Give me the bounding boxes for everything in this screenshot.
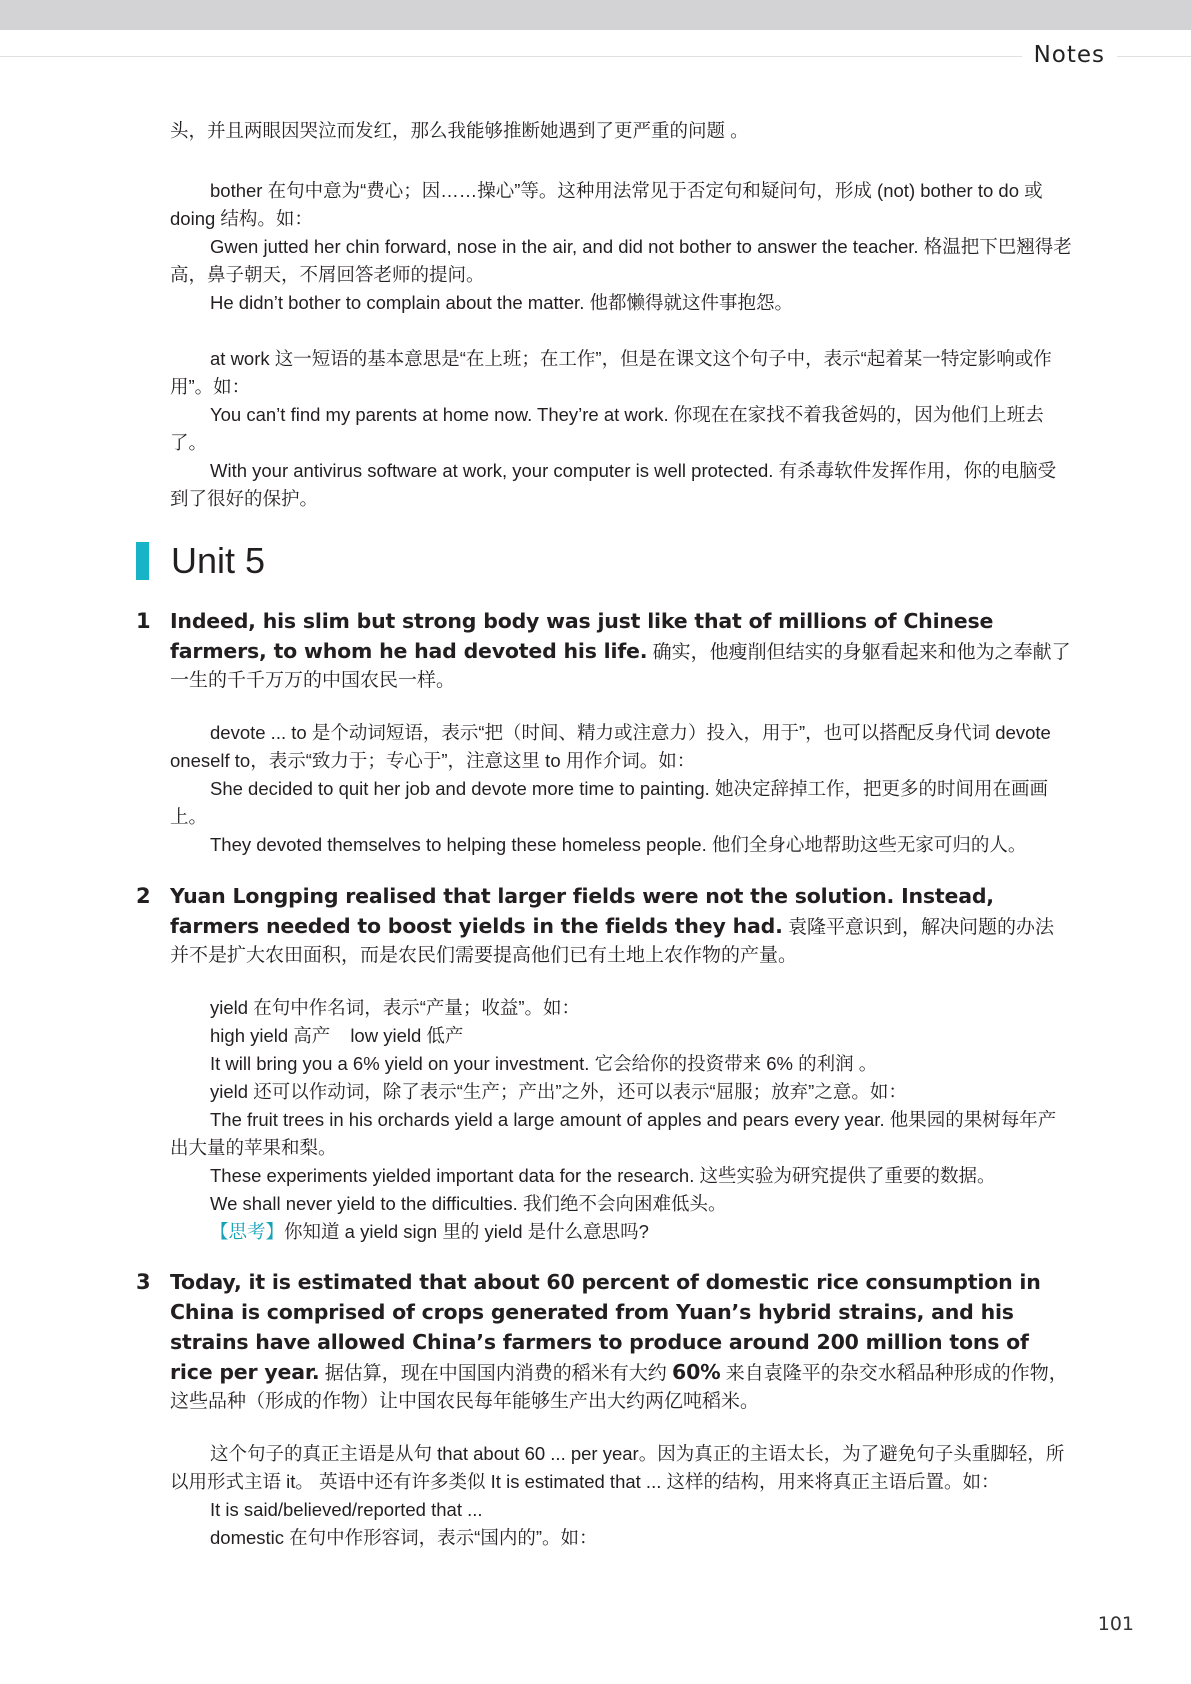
item-number: 2	[136, 884, 151, 908]
item-example-3: These experiments yielded important data for the research. 这些实验为研究提供了重要的数据。	[210, 1165, 996, 1186]
item-example-4: We shall never yield to the difficulties. 我们绝不会向困难低头。	[210, 1193, 727, 1214]
item-number: 3	[136, 1270, 151, 1294]
top-bar	[0, 0, 1191, 30]
note-item-3	[136, 1268, 1072, 1552]
note-item-2	[136, 882, 1072, 1246]
item-explain: devote ... to 是个动词短语，表示“把（时间、精力或注意力）投入，用于”，也可以搭配反身代词 devote oneself to，表示“致力于；专心于”，注意这里 to 用作介词。如：	[170, 722, 1051, 771]
intro-cont-line: 头，并且两眼因哭泣而发红，那么我能够推断她遇到了更严重的问题 。	[170, 120, 749, 141]
phrase-high-yield: high yield 高产	[210, 1025, 331, 1046]
at-work-example-1: You can’t find my parents at home now. They’re at work. 你现在在家找不着我爸妈的，因为他们上班去了。	[170, 404, 1044, 453]
item-explain-2: yield 还可以作动词，除了表示“生产；产出”之外，还可以表示“屈服；放弃”之意。如：	[210, 1081, 907, 1102]
think-text: 你知道 a yield sign 里的 yield 是什么意思吗?	[284, 1221, 649, 1242]
at-work-explain: at work 这一短语的基本意思是“在上班；在工作”，但是在课文这个句子中，表示“起着某一特定影响或作用”。如：	[170, 348, 1052, 397]
headline-english: Today, it is estimated that about 60 percent of domestic rice consumption in China is comprised of crops generated from Yuan’s hybrid strains, and his strains have allowed China’s farmers to produce around 200 million tons of rice per year.	[170, 1270, 1041, 1384]
unit-heading	[136, 541, 265, 581]
note-at-work	[170, 345, 1072, 513]
headline-chinese: 确实，他瘦削但结实的身躯看起来和他为之奉献了一生的千千万万的中国农民一样。	[170, 642, 1071, 691]
item-example-1: It will bring you a 6% yield on your investment. 它会给你的投资带来 6% 的利润 。	[210, 1053, 878, 1074]
item-explain: yield 在句中作名词，表示“产量；收益”。如：	[210, 997, 581, 1018]
header-title: Notes	[1022, 42, 1117, 68]
phrase-low-yield: low yield 低产	[350, 1025, 464, 1046]
think-tag: 【思考】	[210, 1221, 285, 1242]
intro-continuation	[170, 117, 1072, 145]
headline-percent: 60%	[672, 1360, 721, 1384]
at-work-example-2: With your antivirus software at work, your computer is well protected. 有杀毒软件发挥作用，你的电脑受到了很好的保护。	[170, 460, 1057, 509]
item-headline	[170, 882, 1072, 970]
unit-title: Unit 5	[171, 540, 266, 581]
headline-english: Indeed, his slim but strong body was just like that of millions of Chinese farmers, to whom he had devoted his life.	[170, 609, 994, 663]
headline-chinese: 袁隆平意识到，解决问题的办法并不是扩大农田面积，而是农民们需要提高他们已有土地上农作物的产量。	[170, 917, 1054, 966]
think-question	[170, 1218, 1072, 1246]
item-explain-2: domestic 在句中作形容词，表示“国内的”。如：	[210, 1527, 598, 1548]
headline-english: Yuan Longping realised that larger fields were not the solution. Instead, farmers needed to boost yields in the fields they had.	[170, 884, 994, 938]
headline-chinese-rest: 来自袁隆平的杂交水稻品种形成的作物，这些品种（形成的作物）让中国农民每年能够生产出大约两亿吨稻米。	[170, 1363, 1068, 1412]
headline-chinese: 据估算，现在中国国内消费的稻米有大约	[319, 1363, 672, 1384]
bother-example-2: He didn’t bother to complain about the matter. 他都懒得就这件事抱怨。	[210, 292, 793, 313]
unit-accent-bar	[136, 542, 149, 580]
item-headline	[170, 607, 1072, 695]
bother-explain: bother 在句中意为“费心；因……操心”等。这种用法常见于否定句和疑问句，形成 (not) bother to do 或 doing 结构。如：	[170, 180, 1043, 229]
item-example-1: She decided to quit her job and devote more time to painting. 她决定辞掉工作，把更多的时间用在画画上。	[170, 778, 1048, 827]
note-item-1	[136, 607, 1072, 859]
item-example-1: It is said/believed/reported that ...	[210, 1499, 483, 1520]
header-rule	[0, 56, 1191, 57]
yield-phrases	[170, 1022, 1072, 1050]
page-number: 101	[1097, 1613, 1134, 1635]
item-example-2: The fruit trees in his orchards yield a large amount of apples and pears every year. 他果园的果树每年产出大量的苹果和梨。	[170, 1109, 1057, 1158]
item-example-2: They devoted themselves to helping these homeless people. 他们全身心地帮助这些无家可归的人。	[210, 834, 1027, 855]
item-explain: 这个句子的真正主语是从句 that about 60 ... per year。因为真正的主语太长，为了避免句子头重脚轻，所以用形式主语 it。 英语中还有许多类似 It is estimated that ... 这样的结构，用来将真正主语后置。如：	[170, 1443, 1065, 1492]
bother-example-1: Gwen jutted her chin forward, nose in the air, and did not bother to answer the teacher. 格温把下巴翘得老高，鼻子朝天，不屑回答老师的提问。	[170, 236, 1072, 285]
note-bother	[170, 177, 1072, 317]
item-headline	[170, 1268, 1072, 1416]
item-number: 1	[136, 609, 151, 633]
